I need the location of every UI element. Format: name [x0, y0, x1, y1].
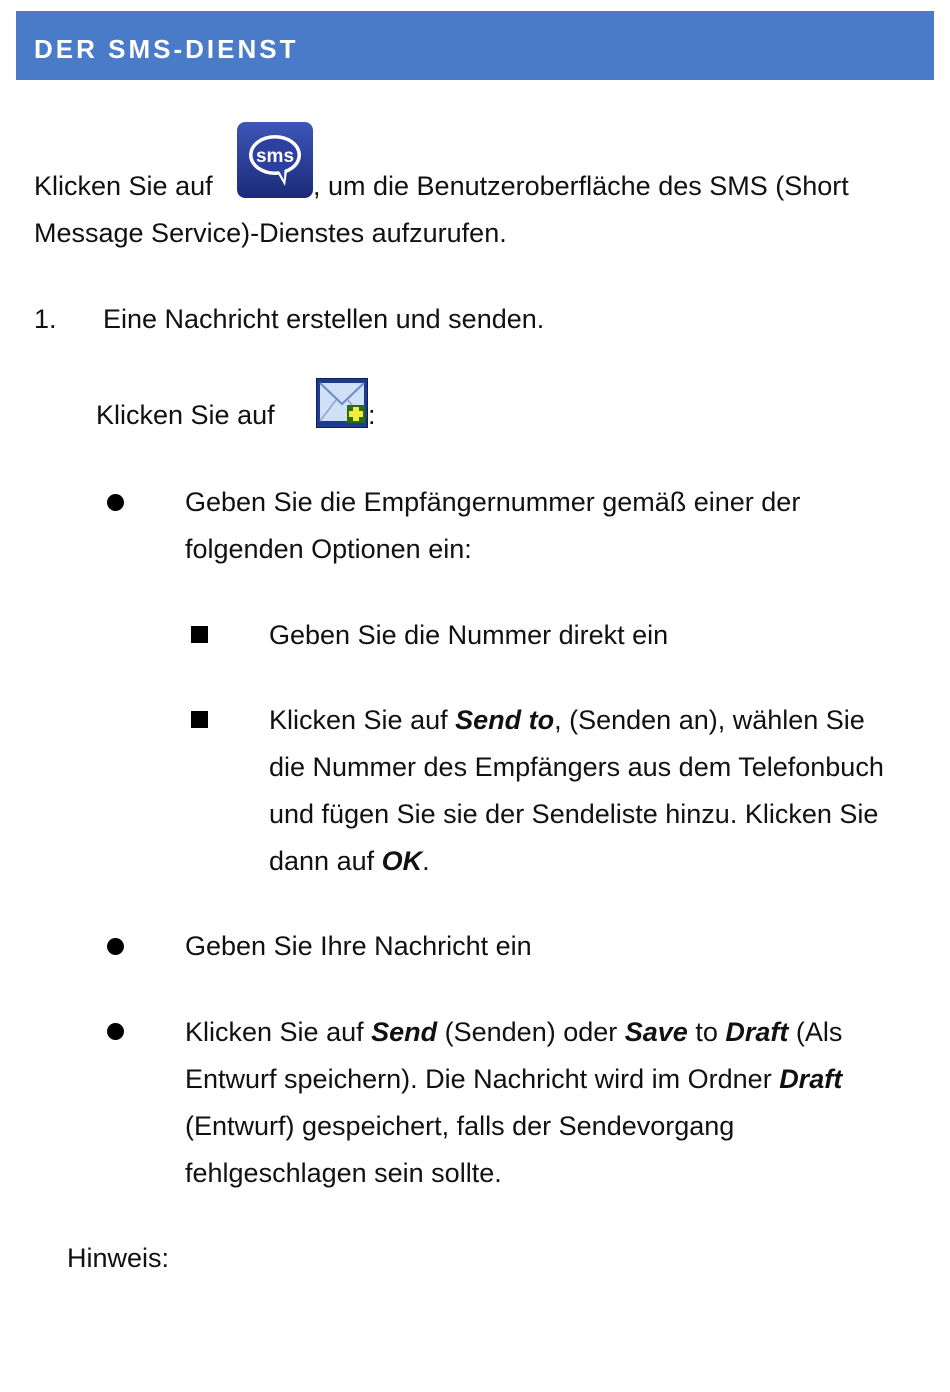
note-label: Hinweis: [67, 1243, 170, 1273]
step-title: Eine Nachricht erstellen und senden. [103, 304, 545, 334]
intro-line-2: Message Service)-Dienstes aufzurufen. [34, 218, 507, 248]
bullet3-line2-pre: Entwurf speichern). Die Nachricht wird im Ordner [185, 1064, 780, 1094]
bullet2-text: Geben Sie Ihre Nachricht ein [185, 931, 532, 961]
send-to-label: Send to [455, 705, 555, 735]
ok-label: OK [381, 846, 423, 876]
bullet-dot [107, 938, 124, 955]
intro-after: , um die Benutzeroberfläche des SMS (Short [313, 171, 849, 201]
sub-bullet-square [191, 711, 208, 728]
sub2-line1 [269, 697, 865, 744]
bullet3-post: (Als [788, 1017, 843, 1047]
sub2-post: , (Senden an), wählen Sie [554, 705, 865, 735]
intro-line-1 [34, 163, 213, 210]
sub1-text: Geben Sie die Nummer direkt ein [269, 620, 669, 650]
section-header [16, 11, 934, 80]
intro-before: Klicken Sie auf [34, 171, 213, 201]
sub2-line4 [269, 838, 430, 885]
sub2-line4-post: . [422, 846, 430, 876]
sms-icon [237, 122, 313, 198]
bullet3-mid1: (Senden) oder [437, 1017, 625, 1047]
send-label: Send [371, 1017, 438, 1047]
section-title: DER SMS-DIENST [34, 34, 299, 64]
draft-folder-label: Draft [779, 1064, 843, 1094]
sub-bullet-square [191, 626, 208, 643]
bullet1-line1: Geben Sie die Empfängernummer gemäß einer der [185, 487, 801, 517]
new-message-icon [316, 378, 368, 428]
step-click-suffix: : [368, 400, 376, 430]
bullet3-pre: Klicken Sie auf [185, 1017, 372, 1047]
draft-label: Draft [725, 1017, 789, 1047]
step-click-text: Klicken Sie auf [96, 400, 275, 430]
sub2-line4-pre: dann auf [269, 846, 382, 876]
sub2-line2: die Nummer des Empfängers aus dem Telefonbuch [269, 752, 884, 782]
bullet3-line1 [185, 1009, 842, 1056]
bullet-dot [107, 1023, 124, 1040]
bullet1-line2: folgenden Optionen ein: [185, 534, 472, 564]
save-label: Save [624, 1017, 688, 1047]
bullet-dot [107, 494, 124, 511]
sub2-line3: und fügen Sie sie der Sendeliste hinzu. Klicken Sie [269, 799, 879, 829]
sms-icon-label: sms [255, 146, 295, 167]
step-number: 1. [34, 304, 57, 334]
bullet3-line3: (Entwurf) gespeichert, falls der Sendevorgang [185, 1111, 735, 1141]
bullet3-mid2: to [687, 1017, 726, 1047]
sub2-pre: Klicken Sie auf [269, 705, 456, 735]
bullet3-line2 [185, 1056, 842, 1103]
bullet3-line4: fehlgeschlagen sein sollte. [185, 1158, 502, 1188]
